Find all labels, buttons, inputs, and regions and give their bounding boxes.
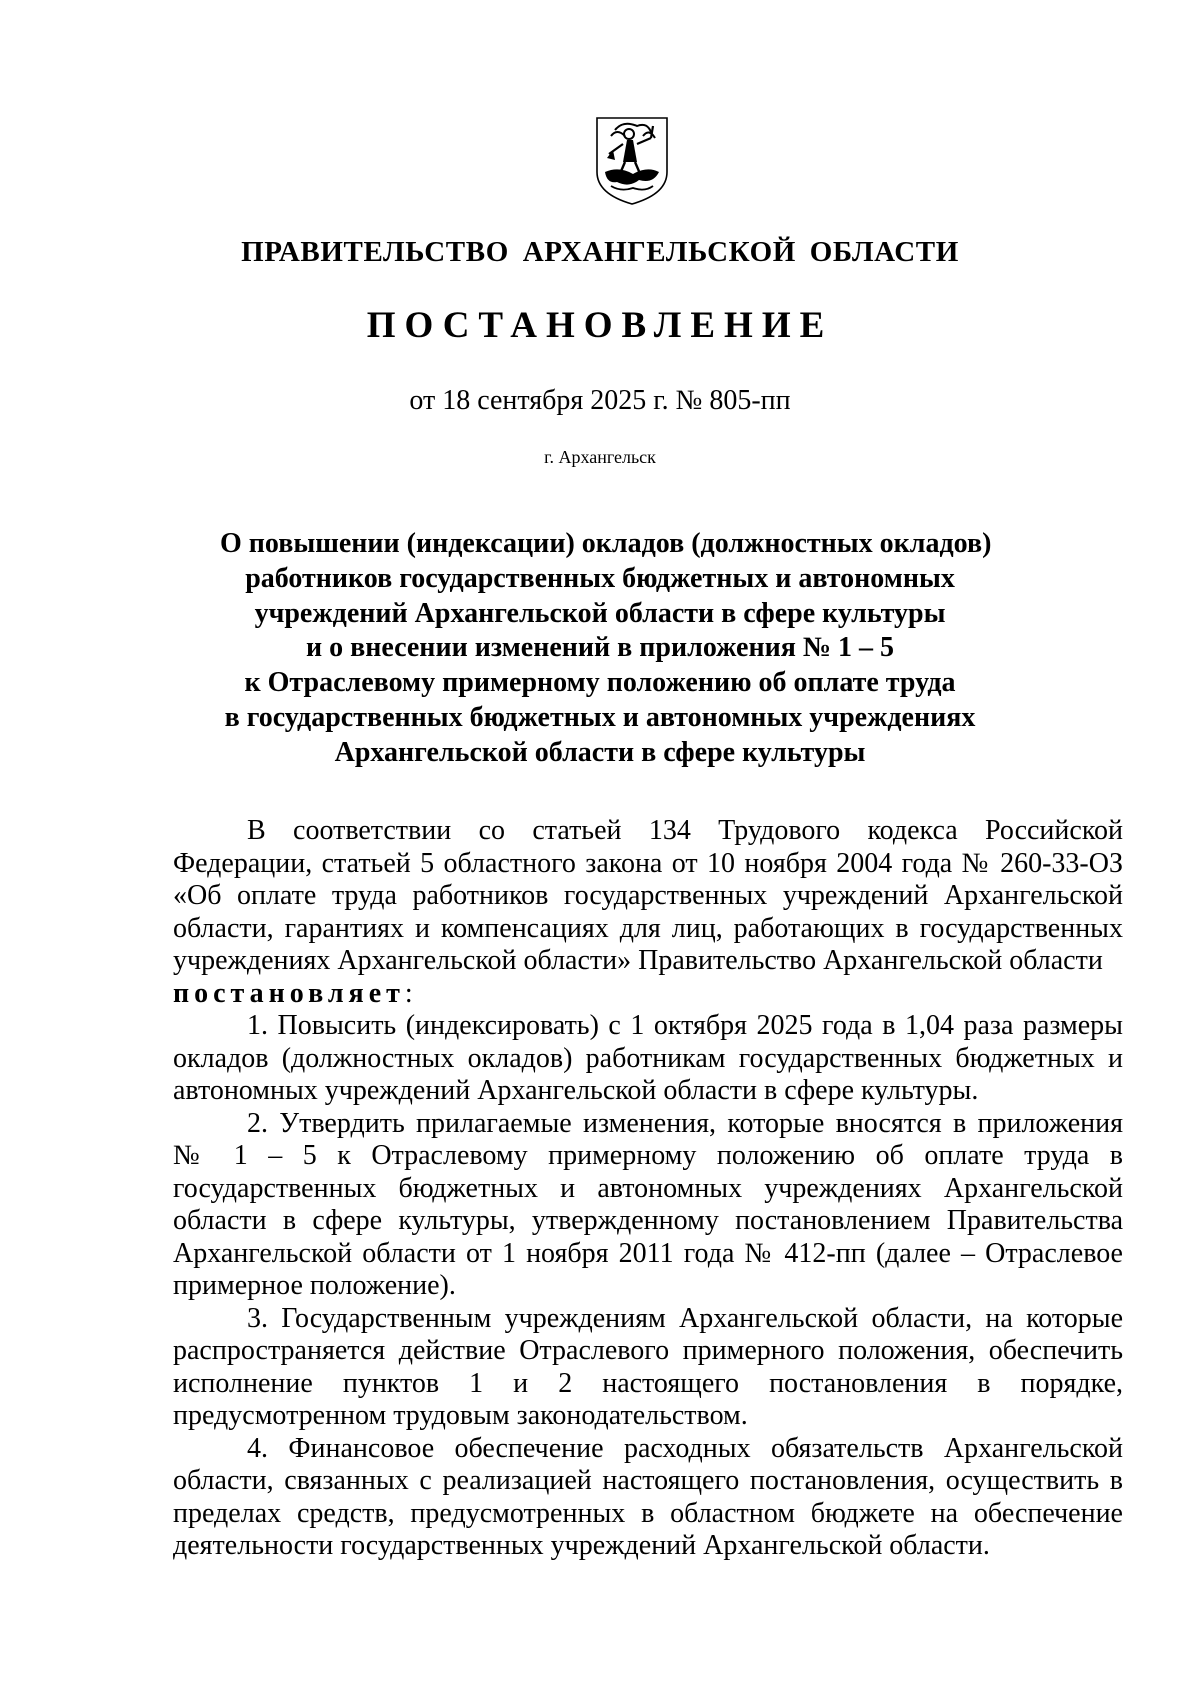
preamble-text: В соответствии со статьей 134 Трудового кодекса Российской Федерации, статьей 5 областного закона от 10 ноября 2004 года № 260-33-ОЗ «Об оплате труда работников государственных учреждений Архангельской области, гарантиях и компенсациях для лиц, работающих в государственных учреждениях Архангельской области» Правительство Архангельской области (173, 815, 1123, 976)
list-item: 4. Финансовое обеспечение расходных обязательств Архангельской области, связанных с реализацией настоящего постановления, осуществить в пределах средств, предусмотренных в областном бюджете на обеспечение деятельности государственных учреждений Архангельской области. (173, 1432, 1123, 1561)
coat-of-arms-icon (593, 114, 671, 206)
document-body (173, 815, 1123, 1563)
subject-line: и о внесении изменений в приложения № 1 – 5 (305, 632, 895, 664)
subject-line: О повышении (индексации) окладов (должностных окладов) (220, 528, 992, 559)
organization-title: ПРАВИТЕЛЬСТВО АРХАНГЕЛЬСКОЙ ОБЛАСТИ (241, 236, 959, 268)
document-type: ПОСТАНОВЛЕНИЕ (366, 305, 834, 346)
list-item: 2. Утвердить прилагаемые изменения, которые вносятся в приложения № 1 – 5 к Отраслевому примерному положению об оплате труда в государственных бюджетных и автономных учреждениях Архангельской области в сфере культуры, утвержденному постановлением Правительства Архангельской области от 1 ноября 2011 года № 412-пп (далее – Отраслевое примерное положение). (173, 1107, 1123, 1301)
subject-line: к Отраслевому примерному положению об оплате труда (244, 667, 956, 699)
preamble-paragraph (173, 815, 1123, 1010)
subject-line: работников государственных бюджетных и автономных (245, 562, 955, 594)
decree-colon: : (404, 977, 413, 1009)
list-item: 1. Повысить (индексировать) с 1 октября 2025 года в 1,04 раза размеры окладов (должностных окладов) работникам государственных бюджетных и автономных учреждений Архангельской области в сфере культуры. (173, 1010, 1123, 1106)
list-item: 3. Государственным учреждениям Архангельской области, на которые распространяется действие Отраслевого примерного положения, обеспечить исполнение пунктов 1 и 2 настоящего постановления в порядке, предусмотренном трудовым законодательством. (173, 1302, 1123, 1431)
document-city: г. Архангельск (544, 447, 656, 467)
decree-word: постановляет (173, 977, 405, 1009)
subject-line: в государственных бюджетных и автономных учреждениях (224, 701, 976, 733)
document-date-number: от 18 сентября 2025 г. № 805-пп (409, 385, 791, 416)
document-subject (220, 527, 992, 771)
subject-line: Архангельской области в сфере культуры (334, 736, 866, 768)
subject-line: учреждений Архангельской области в сфере культуры (254, 597, 946, 629)
